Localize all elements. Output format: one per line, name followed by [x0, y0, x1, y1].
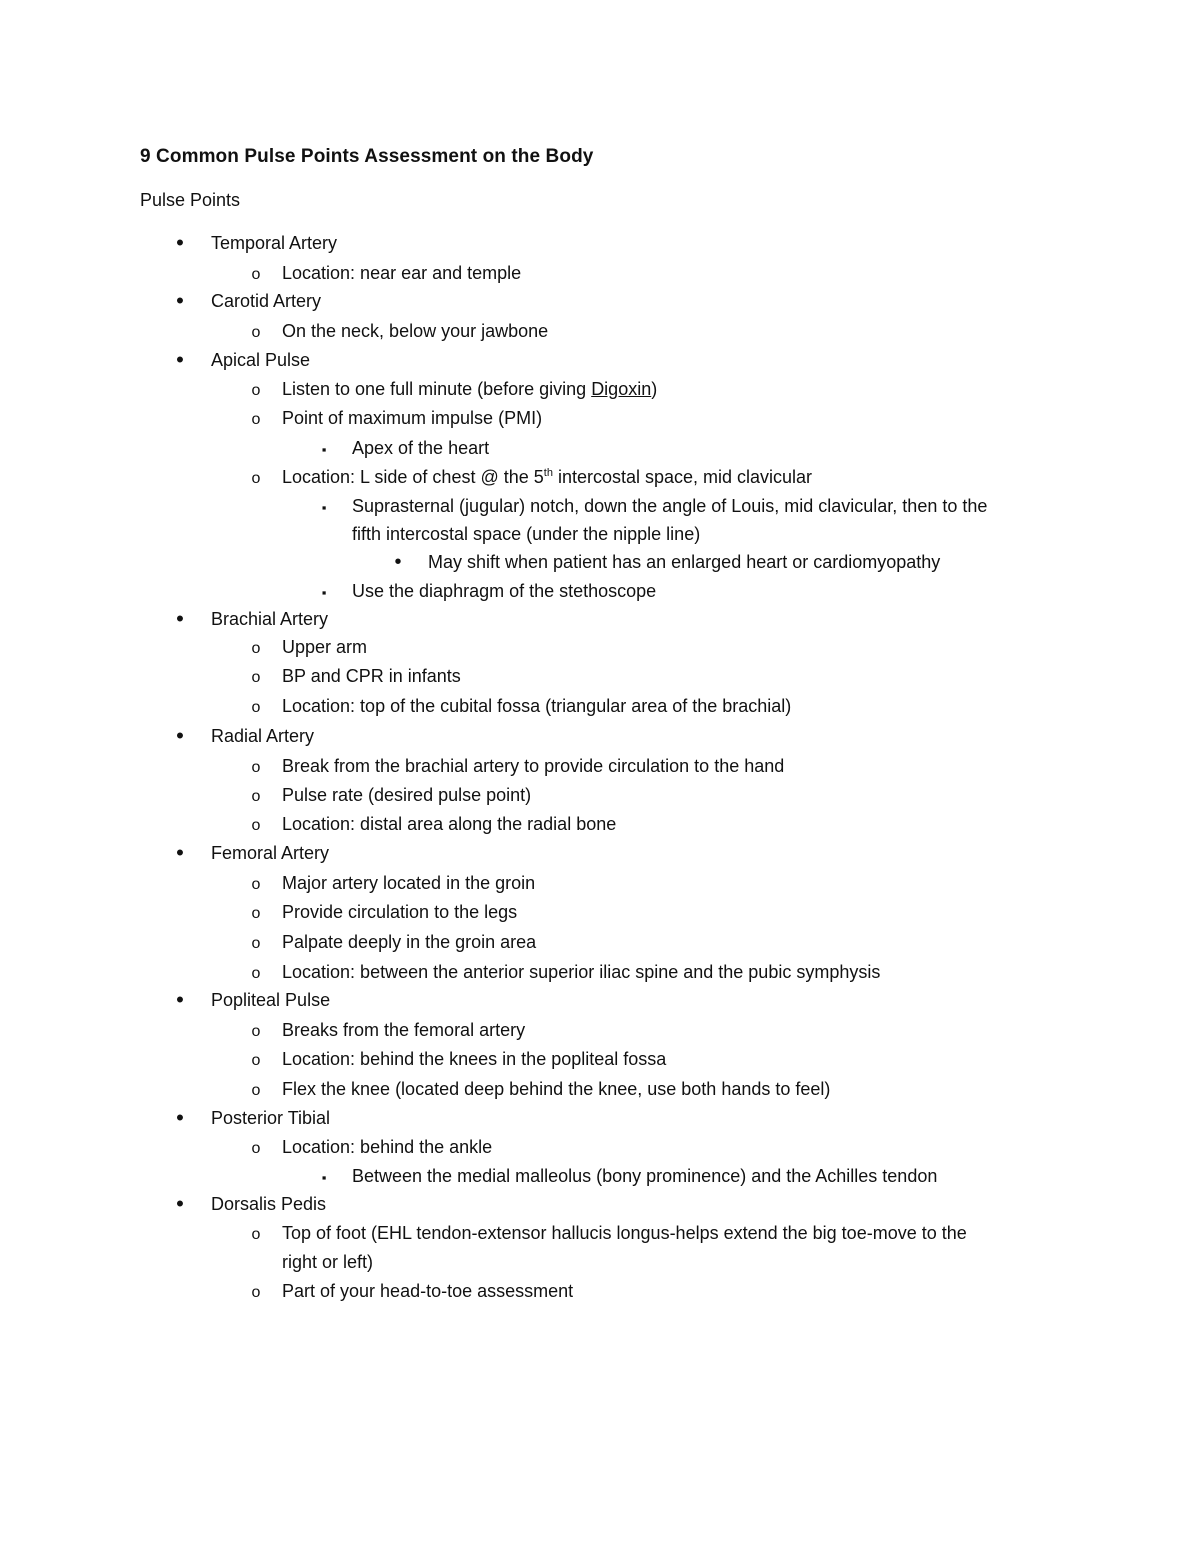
circle-bullet-icon: [248, 870, 264, 898]
bullet-icon: [172, 987, 188, 1014]
subitem-text: intercostal space, mid clavicular: [552, 467, 813, 487]
list-subitem: On the neck, below your jawbone: [282, 321, 549, 341]
square-bullet-icon: [316, 578, 332, 606]
circle-bullet-icon: [248, 1220, 264, 1248]
subitem-text: Listen to one full minute (before giving: [282, 379, 592, 399]
bullet-icon: [172, 1191, 188, 1218]
bullet-icon: [172, 723, 188, 750]
list-subitem: Palpate deeply in the groin area: [282, 932, 537, 952]
list-subitem: Top of foot (EHL tendon-extensor hallucis longus-helps extend the big toe-move to the: [282, 1223, 967, 1243]
circle-bullet-icon: [248, 811, 264, 839]
list-subitem: Part of your head-to-toe assessment: [282, 1281, 574, 1301]
circle-bullet-icon: [248, 260, 264, 288]
subitem-text: Location: L side of chest @ the 5: [282, 467, 544, 487]
circle-bullet-icon: [248, 663, 264, 691]
list-subitem-continued: right or left): [282, 1252, 374, 1272]
list-item-label: Popliteal Pulse: [211, 990, 331, 1010]
superscript: th: [543, 467, 553, 479]
circle-bullet-icon: [248, 899, 264, 927]
circle-bullet-icon: [248, 693, 264, 721]
list-subitem: [282, 376, 657, 402]
list-detail: Apex of the heart: [352, 438, 490, 458]
list-subitem: Point of maximum impulse (PMI): [282, 408, 543, 428]
list-item-label: Posterior Tibial: [211, 1108, 331, 1128]
list-item-label: Femoral Artery: [211, 843, 330, 863]
circle-bullet-icon: [248, 1076, 264, 1104]
list-note: May shift when patient has an enlarged heart or cardiomyopathy: [428, 552, 941, 572]
list-subitem: Break from the brachial artery to provide circulation to the hand: [282, 756, 785, 776]
circle-bullet-icon: [248, 1278, 264, 1306]
list-item-label: Carotid Artery: [211, 291, 322, 311]
list-subitem: Location: behind the knees in the popliteal fossa: [282, 1049, 667, 1069]
list-subitem: BP and CPR in infants: [282, 666, 461, 686]
list-subitem: Location: near ear and temple: [282, 263, 522, 283]
circle-bullet-icon: [248, 376, 264, 404]
list-subitem: Location: distal area along the radial bone: [282, 814, 617, 834]
list-item-label: Temporal Artery: [211, 233, 338, 253]
circle-bullet-icon: [248, 753, 264, 781]
document-subtitle: Pulse Points: [140, 190, 241, 210]
square-bullet-icon: [316, 493, 332, 521]
list-item-label: Apical Pulse: [211, 350, 311, 370]
circle-bullet-icon: [248, 464, 264, 492]
bullet-icon: [172, 1105, 188, 1132]
list-subitem: [282, 464, 812, 490]
list-detail-continued: fifth intercostal space (under the nipple line): [352, 524, 701, 544]
circle-bullet-icon: [248, 959, 264, 987]
list-subitem: Pulse rate (desired pulse point): [282, 785, 532, 805]
list-subitem: Breaks from the femoral artery: [282, 1020, 526, 1040]
circle-bullet-icon: [248, 405, 264, 433]
circle-bullet-icon: [248, 318, 264, 346]
bullet-icon: [172, 347, 188, 374]
list-item-label: Radial Artery: [211, 726, 315, 746]
list-subitem: Upper arm: [282, 637, 368, 657]
circle-bullet-icon: [248, 1134, 264, 1162]
circle-bullet-icon: [248, 929, 264, 957]
circle-bullet-icon: [248, 1046, 264, 1074]
square-bullet-icon: [316, 1163, 332, 1191]
list-subitem: Location: between the anterior superior iliac spine and the pubic symphysis: [282, 962, 881, 982]
list-item-label: Brachial Artery: [211, 609, 329, 629]
bullet-icon: [172, 606, 188, 633]
subitem-text: ): [651, 379, 658, 399]
bullet-icon: [390, 549, 406, 575]
circle-bullet-icon: [248, 782, 264, 810]
bullet-icon: [172, 840, 188, 867]
list-subitem: Flex the knee (located deep behind the knee, use both hands to feel): [282, 1079, 831, 1099]
list-subitem: Location: top of the cubital fossa (triangular area of the brachial): [282, 696, 792, 716]
document-title: 9 Common Pulse Points Assessment on the Body: [140, 146, 594, 167]
digoxin-link[interactable]: Digoxin: [591, 379, 652, 399]
list-subitem: Location: behind the ankle: [282, 1137, 493, 1157]
list-detail: Between the medial malleolus (bony prominence) and the Achilles tendon: [352, 1166, 938, 1186]
circle-bullet-icon: [248, 1017, 264, 1045]
bullet-icon: [172, 230, 188, 257]
list-item-label: Dorsalis Pedis: [211, 1194, 327, 1214]
list-detail: Use the diaphragm of the stethoscope: [352, 581, 657, 601]
circle-bullet-icon: [248, 634, 264, 662]
list-detail: Suprasternal (jugular) notch, down the angle of Louis, mid clavicular, then to the: [352, 496, 988, 516]
bullet-icon: [172, 288, 188, 315]
square-bullet-icon: [316, 435, 332, 463]
list-subitem: Major artery located in the groin: [282, 873, 536, 893]
list-subitem: Provide circulation to the legs: [282, 902, 518, 922]
